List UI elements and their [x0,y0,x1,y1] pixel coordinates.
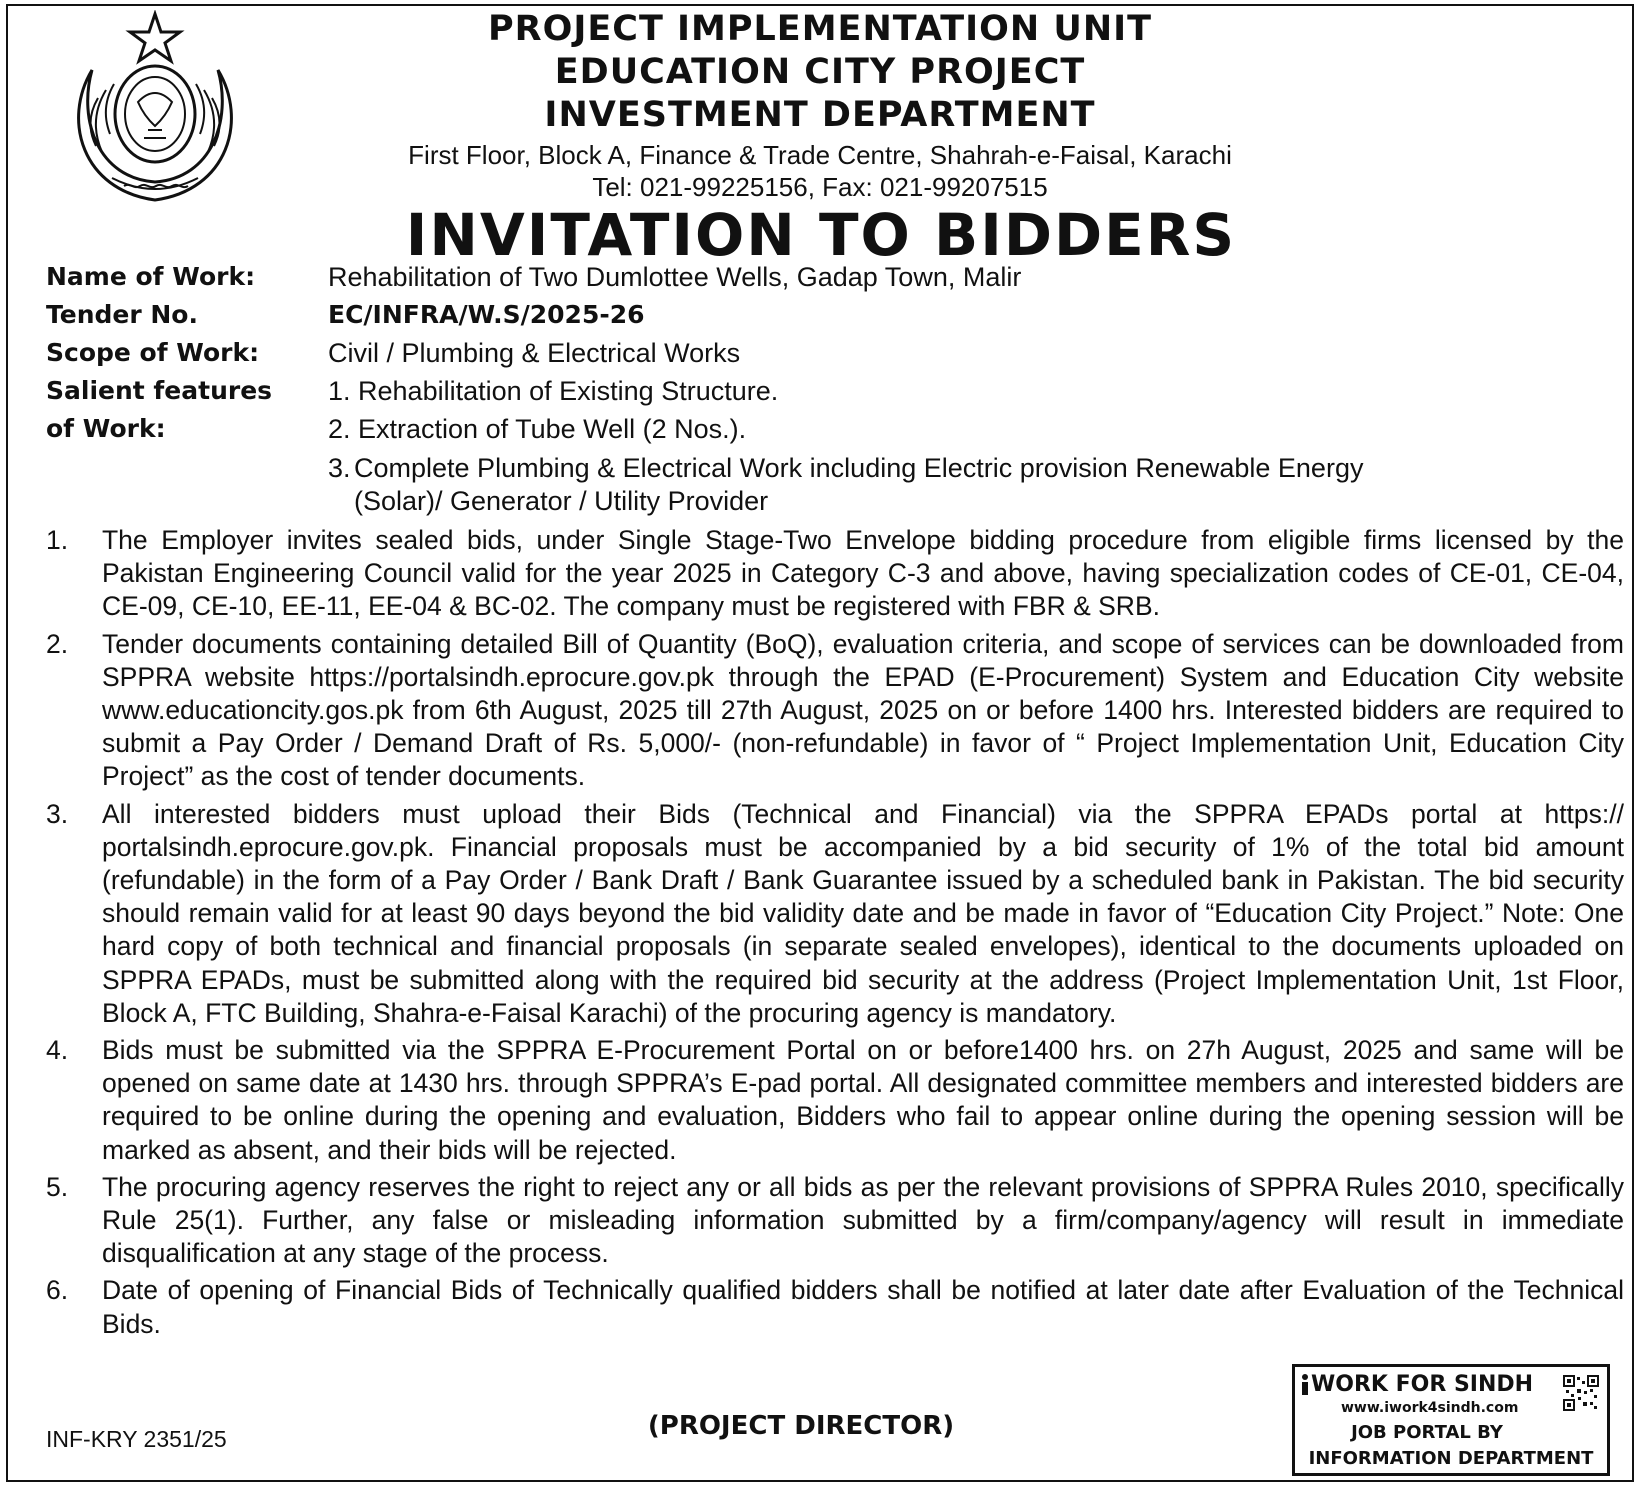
clauses-list [46,524,1624,1345]
header-project: EDUCATION CITY PROJECT [554,52,1086,92]
salient-feature-3-num: 3. [328,453,351,483]
header [270,8,1370,203]
name-of-work-value: Rehabilitation of Two Dumlottee Wells, Gadap Town, Malir [328,262,1022,292]
salient-features-label-cont: of Work: [46,414,166,443]
badge-url: www.iwork4sindh.com [1341,1400,1519,1416]
salient-features-label: Salient features [46,376,273,405]
salient-feature-3 [328,452,1624,518]
job-portal-badge [1292,1364,1610,1476]
qr-code-icon [1563,1375,1599,1411]
clause-text: Date of opening of Financial Bids of Technically qualified bidders shall be notified at later date after Evaluation of the Technical Bids. [102,1275,1624,1339]
clause-number: 3. [46,798,69,829]
scope-of-work-label: Scope of Work: [46,338,260,367]
person-icon [1299,1373,1311,1397]
salient-feature-1: 1. Rehabilitation of Existing Structure. [328,376,779,406]
clause-item [46,524,1624,624]
clause-number: 6. [46,1275,69,1306]
badge-line-2: INFORMATION DEPARTMENT [1308,1448,1594,1469]
salient-feature-3-cont: (Solar)/ Generator / Utility Provider [354,486,769,516]
signature: (PROJECT DIRECTOR) [647,1411,955,1441]
clause-item [46,628,1624,794]
tender-no-value: EC/INFRA/W.S/2025-26 [328,300,645,329]
clause-number: 1. [46,525,69,555]
clause-item [46,1034,1624,1167]
reference-number: INF-KRY 2351/25 [46,1426,227,1452]
salient-feature-2: 2. Extraction of Tube Well (2 Nos.). [328,414,747,444]
badge-line-1: JOB PORTAL BY [1351,1422,1503,1443]
clause-item [46,1171,1624,1271]
clause-item [46,1274,1624,1340]
clause-item [46,798,1624,1030]
salient-feature-3-text: Complete Plumbing & Electrical Work including Electric provision Renewable Energy [354,453,1364,483]
header-unit: PROJECT IMPLEMENTATION UNIT [487,9,1153,49]
clause-number: 4. [46,1035,69,1066]
clause-text: All interested bidders must upload their Bids (Technical and Financial) via the SPPRA EPADs portal at https:// portalsindh.eprocure.gov.pk. Financial proposals must be accompanied by a bid security of 1% of the total bid amount (refundable) in the form of a Pay Order / Bank Draft / Bank Guarantee issued by a scheduled bank in Pakistan. The bid security should remain valid for at least 90 days beyond the bid validity date and be made in favor of “Education City Project.” Note: One hard copy of both technical and financial proposals (in separate sealed envelopes), identical to the documents uploaded on SPPRA EPADs, must be submitted along with the required bid security at the address (Project Implementation Unit, 1st Floor, Block A, FTC Building, Shahra-e-Faisal Karachi) of the procuring agency is mandatory. [102,798,1624,1028]
clause-text: The Employer invites sealed bids, under Single Stage-Two Envelope bidding procedure from eligible firms licensed by the Pakistan Engineering Council valid for the year 2025 in Category C-3 and above, having specialization codes of CE-01, CE-04, CE-09, CE-10, EE-11, EE-04 & BC-02. The company must be registered with FBR & SRB. [102,525,1624,622]
clause-text: The procuring agency reserves the right to reject any or all bids as per the relevant provisions of SPPRA Rules 2010, specifically Rule 25(1). Further, any false or misleading information submitted by a firm/company/agency will result in immediate disqualification at any stage of the process. [102,1171,1624,1269]
clause-text: Tender documents containing detailed Bill of Quantity (BoQ), evaluation criteria, and scope of services can be downloaded from SPPRA website https://portalsindh.eprocure.gov.pk through the EPAD (E-Procurement) System and Education City website www.educationcity.gos.pk from 6th August, 2025 till 27th August, 2025 on or before 1400 hrs. Interested bidders are required to submit a Pay Order / Demand Draft of Rs. 5,000/- (non-refundable) in favor of “ Project Implementation Unit, Education City Project” as the cost of tender documents. [102,628,1624,792]
header-department: INVESTMENT DEPARTMENT [544,95,1096,135]
government-emblem-icon [52,10,258,208]
badge-title: WORK FOR SINDH [1311,1372,1534,1397]
scope-of-work-value: Civil / Plumbing & Electrical Works [328,338,741,368]
name-of-work-label: Name of Work: [46,262,256,291]
header-contact: Tel: 021-99225156, Fax: 021-99207515 [592,172,1048,202]
page-title: INVITATION TO BIDDERS [405,201,1237,269]
clause-text: Bids must be submitted via the SPPRA E-Procurement Portal on or before1400 hrs. on 27h August, 2025 and same will be opened on same date at 1430 hrs. through SPPRA’s E-pad portal. All designated committee members and interested bidders are required to be online during the opening and evaluation, Bidders who fail to appear online during the opening session will be marked as absent, and their bids will be rejected. [102,1035,1624,1165]
clause-number: 5. [46,1171,69,1202]
tender-no-label: Tender No. [46,300,198,329]
clause-number: 2. [46,628,69,659]
header-address: First Floor, Block A, Finance & Trade Centre, Shahrah-e-Faisal, Karachi [408,140,1232,170]
